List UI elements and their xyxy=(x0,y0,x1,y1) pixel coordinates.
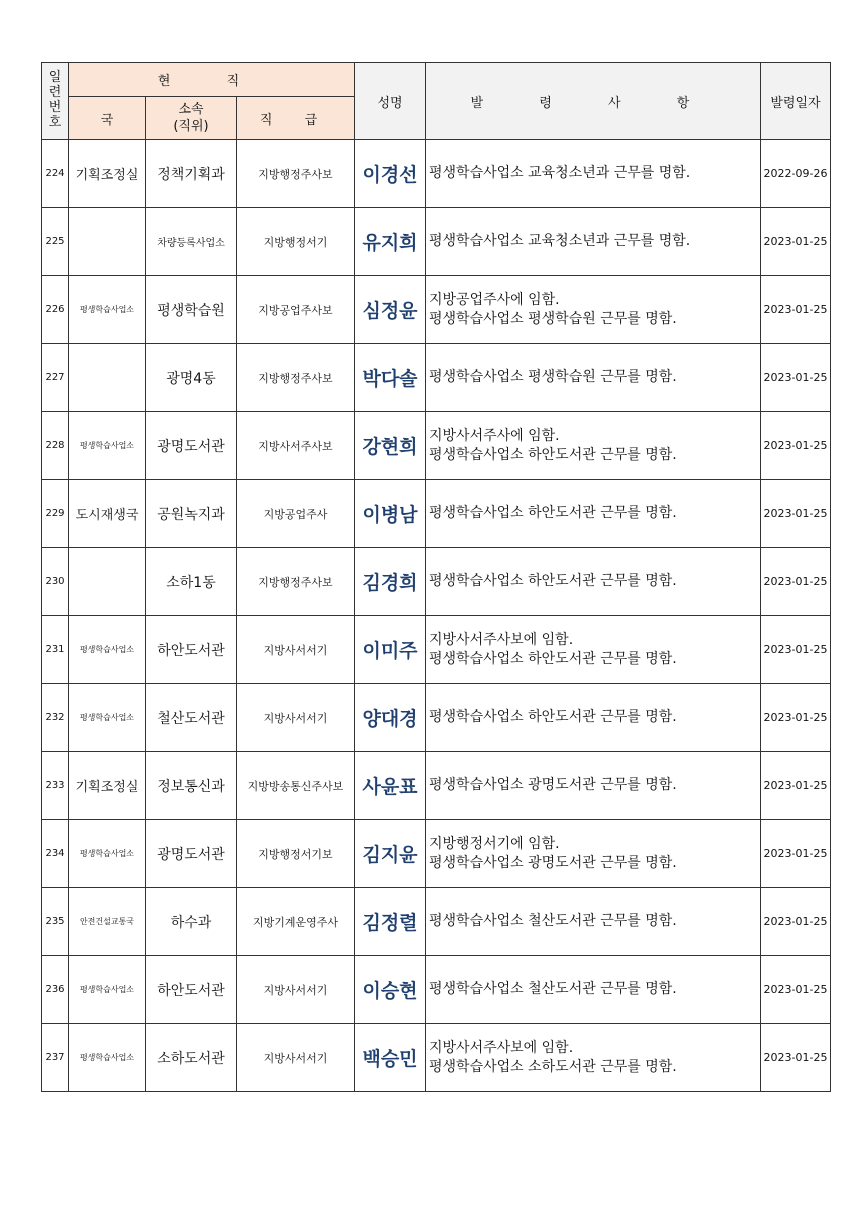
grade-cell: 지방행정주사보 xyxy=(237,140,355,208)
appointment-table xyxy=(41,62,831,1092)
order-cell xyxy=(426,888,761,956)
table-row xyxy=(42,480,831,548)
person-name: 이병남 xyxy=(355,480,426,548)
person-name: 박다솔 xyxy=(355,344,426,412)
person-name: 백승민 xyxy=(355,1024,426,1092)
person-name: 이승현 xyxy=(355,956,426,1024)
appointment-date: 2023-01-25 xyxy=(761,412,831,480)
order-line: 평생학습사업소 평생학습원 근무를 명함. xyxy=(429,369,677,385)
bureau-cell: 도시재생국 xyxy=(69,480,146,548)
header-affiliation-line2: (직위) xyxy=(173,119,209,134)
header-bureau: 국 xyxy=(69,97,146,140)
appointment-date: 2022-09-26 xyxy=(761,140,831,208)
table-row xyxy=(42,888,831,956)
affiliation-cell: 광명도서관 xyxy=(146,820,237,888)
person-name: 이미주 xyxy=(355,616,426,684)
bureau-cell: 평생학습사업소 xyxy=(69,1024,146,1092)
grade-cell: 지방공업주사보 xyxy=(237,276,355,344)
table-row xyxy=(42,1024,831,1092)
bureau-cell: 평생학습사업소 xyxy=(69,956,146,1024)
affiliation-cell: 정책기획과 xyxy=(146,140,237,208)
serial-number: 228 xyxy=(42,412,69,480)
affiliation-cell: 소하1동 xyxy=(146,548,237,616)
table-row xyxy=(42,140,831,208)
header-serial-char: 호 xyxy=(48,114,62,130)
affiliation-cell: 평생학습원 xyxy=(146,276,237,344)
person-name: 이경선 xyxy=(355,140,426,208)
table-row xyxy=(42,276,831,344)
order-cell xyxy=(426,344,761,412)
grade-cell: 지방사서서기 xyxy=(237,616,355,684)
header-serial xyxy=(42,63,69,140)
appointment-date: 2023-01-25 xyxy=(761,888,831,956)
header-grade: 직 급 xyxy=(237,97,355,140)
header-serial-char: 번 xyxy=(48,100,62,115)
grade-cell: 지방공업주사 xyxy=(237,480,355,548)
appointment-date: 2023-01-25 xyxy=(761,548,831,616)
order-line: 지방공업주사에 임함. xyxy=(429,291,560,308)
grade-cell: 지방사서서기 xyxy=(237,684,355,752)
appointment-date: 2023-01-25 xyxy=(761,684,831,752)
order-line: 평생학습사업소 소하도서관 근무를 명함. xyxy=(429,1058,677,1075)
order-line: 평생학습사업소 하안도서관 근무를 명함. xyxy=(429,650,677,667)
header-name: 성명 xyxy=(355,63,426,140)
order-cell xyxy=(426,1024,761,1092)
grade-cell: 지방행정서기보 xyxy=(237,820,355,888)
person-name: 김정렬 xyxy=(355,888,426,956)
serial-number: 225 xyxy=(42,208,69,276)
serial-number: 230 xyxy=(42,548,69,616)
order-line: 평생학습사업소 하안도서관 근무를 명함. xyxy=(429,505,677,521)
bureau-cell xyxy=(69,344,146,412)
order-cell xyxy=(426,480,761,548)
order-cell xyxy=(426,820,761,888)
order-line: 지방사서주사보에 임함. xyxy=(429,1039,574,1056)
appointment-date: 2023-01-25 xyxy=(761,1024,831,1092)
order-line: 평생학습사업소 교육청소년과 근무를 명함. xyxy=(429,233,691,249)
affiliation-cell: 철산도서관 xyxy=(146,684,237,752)
grade-cell: 지방사서주사보 xyxy=(237,412,355,480)
person-name: 김경희 xyxy=(355,548,426,616)
appointment-date: 2023-01-25 xyxy=(761,616,831,684)
affiliation-cell: 정보통신과 xyxy=(146,752,237,820)
bureau-cell: 평생학습사업소 xyxy=(69,616,146,684)
affiliation-cell: 차량등록사업소 xyxy=(146,208,237,276)
person-name: 양대경 xyxy=(355,684,426,752)
grade-cell: 지방사서서기 xyxy=(237,956,355,1024)
serial-number: 237 xyxy=(42,1024,69,1092)
appointment-date: 2023-01-25 xyxy=(761,480,831,548)
affiliation-cell: 광명4동 xyxy=(146,344,237,412)
table-row xyxy=(42,684,831,752)
bureau-cell: 평생학습사업소 xyxy=(69,684,146,752)
order-cell xyxy=(426,956,761,1024)
appointment-date: 2023-01-25 xyxy=(761,208,831,276)
bureau-cell: 기획조정실 xyxy=(69,752,146,820)
grade-cell: 지방방송통신주사보 xyxy=(237,752,355,820)
affiliation-cell: 하안도서관 xyxy=(146,616,237,684)
header-serial-char: 일 xyxy=(48,70,62,86)
order-line: 평생학습사업소 하안도서관 근무를 명함. xyxy=(429,709,677,725)
affiliation-cell: 하수과 xyxy=(146,888,237,956)
affiliation-cell: 광명도서관 xyxy=(146,412,237,480)
table-row xyxy=(42,956,831,1024)
bureau-cell xyxy=(69,548,146,616)
serial-number: 233 xyxy=(42,752,69,820)
table-row xyxy=(42,548,831,616)
grade-cell: 지방행정주사보 xyxy=(237,548,355,616)
bureau-cell: 평생학습사업소 xyxy=(69,412,146,480)
bureau-cell: 평생학습사업소 xyxy=(69,820,146,888)
order-line: 평생학습사업소 하안도서관 근무를 명함. xyxy=(429,573,677,589)
order-cell xyxy=(426,412,761,480)
person-name: 유지희 xyxy=(355,208,426,276)
header-date: 발령일자 xyxy=(761,63,831,140)
order-line: 지방사서주사에 임함. xyxy=(429,427,560,444)
header-current-position: 현 직 xyxy=(69,63,355,97)
bureau-cell: 안전건설교통국 xyxy=(69,888,146,956)
order-cell xyxy=(426,752,761,820)
grade-cell: 지방기계운영주사 xyxy=(237,888,355,956)
appointment-date: 2023-01-25 xyxy=(761,276,831,344)
header-affiliation-line1: 소속 xyxy=(178,102,204,117)
table-row xyxy=(42,208,831,276)
affiliation-cell: 소하도서관 xyxy=(146,1024,237,1092)
table-row xyxy=(42,344,831,412)
affiliation-cell: 공원녹지과 xyxy=(146,480,237,548)
table-row xyxy=(42,820,831,888)
serial-number: 231 xyxy=(42,616,69,684)
serial-number: 234 xyxy=(42,820,69,888)
serial-number: 224 xyxy=(42,140,69,208)
order-line: 지방행정서기에 임함. xyxy=(429,835,560,852)
grade-cell: 지방사서서기 xyxy=(237,1024,355,1092)
appointment-date: 2023-01-25 xyxy=(761,820,831,888)
bureau-cell xyxy=(69,208,146,276)
appointment-date: 2023-01-25 xyxy=(761,956,831,1024)
person-name: 심정윤 xyxy=(355,276,426,344)
order-cell xyxy=(426,208,761,276)
table-row xyxy=(42,616,831,684)
appointment-date: 2023-01-25 xyxy=(761,344,831,412)
serial-number: 229 xyxy=(42,480,69,548)
serial-number: 226 xyxy=(42,276,69,344)
serial-number: 232 xyxy=(42,684,69,752)
order-line: 평생학습사업소 하안도서관 근무를 명함. xyxy=(429,446,677,463)
grade-cell: 지방행정주사보 xyxy=(237,344,355,412)
order-line: 평생학습사업소 교육청소년과 근무를 명함. xyxy=(429,165,691,181)
grade-cell: 지방행정서기 xyxy=(237,208,355,276)
appointment-date: 2023-01-25 xyxy=(761,752,831,820)
order-line: 평생학습사업소 평생학습원 근무를 명함. xyxy=(429,310,677,327)
order-cell xyxy=(426,684,761,752)
header-affiliation xyxy=(146,97,237,140)
order-cell xyxy=(426,616,761,684)
table-row xyxy=(42,412,831,480)
bureau-cell: 기획조정실 xyxy=(69,140,146,208)
order-line: 평생학습사업소 광명도서관 근무를 명함. xyxy=(429,777,677,793)
order-line: 지방사서주사보에 임함. xyxy=(429,631,574,648)
bureau-cell: 평생학습사업소 xyxy=(69,276,146,344)
person-name: 김지윤 xyxy=(355,820,426,888)
serial-number: 235 xyxy=(42,888,69,956)
order-cell xyxy=(426,548,761,616)
affiliation-cell: 하안도서관 xyxy=(146,956,237,1024)
order-line: 평생학습사업소 철산도서관 근무를 명함. xyxy=(429,913,677,929)
header-order: 발 령 사 항 xyxy=(426,63,761,140)
order-line: 평생학습사업소 철산도서관 근무를 명함. xyxy=(429,981,677,997)
serial-number: 236 xyxy=(42,956,69,1024)
person-name: 사윤표 xyxy=(355,752,426,820)
header-serial-char: 련 xyxy=(48,85,62,101)
order-cell xyxy=(426,276,761,344)
serial-number: 227 xyxy=(42,344,69,412)
table-body xyxy=(42,140,831,1092)
order-cell xyxy=(426,140,761,208)
table-row xyxy=(42,752,831,820)
person-name: 강현희 xyxy=(355,412,426,480)
order-line: 평생학습사업소 광명도서관 근무를 명함. xyxy=(429,854,677,871)
